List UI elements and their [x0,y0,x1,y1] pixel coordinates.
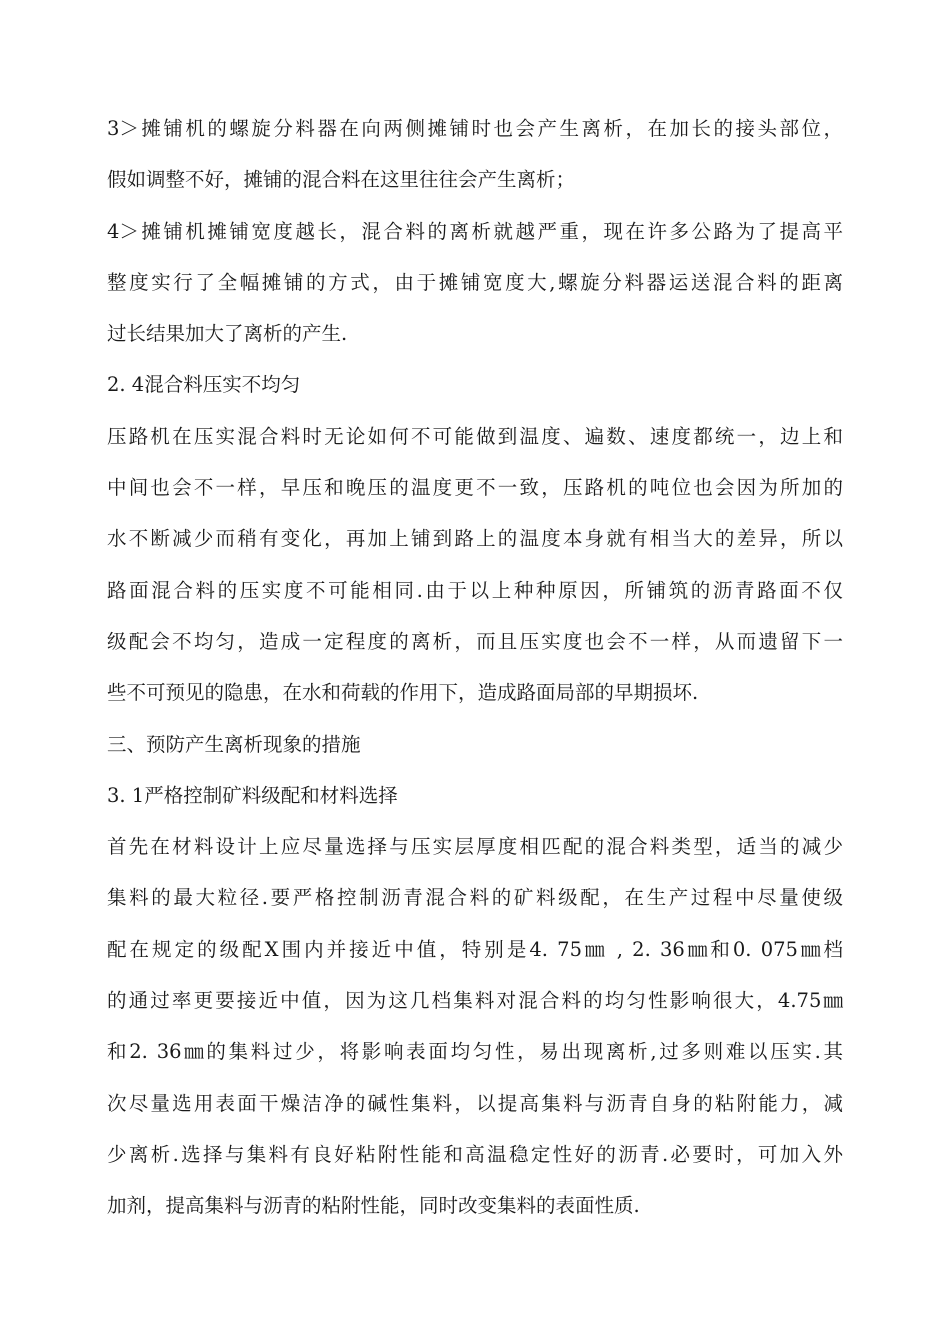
text-line: 2. 4混合料压实不均匀 [107,373,301,397]
text-line: 级配会不均匀，造成一定程度的离析，而且压实度也会不一样，从而遗留下一 [107,629,843,653]
text-line: 集料的最大粒径.要严格控制沥青混合料的矿料级配，在生产过程中尽量使级 [107,886,843,910]
document-body [107,103,843,1232]
text-line: 4＞摊铺机摊铺宽度越长，混合料的离析就越严重，现在许多公路为了提高平 [107,219,843,243]
text-line: 过长结果加大了离析的产生. [107,322,348,346]
text-line: 路面混合料的压实度不可能相同.由于以上种种原因，所铺筑的沥青路面不仅 [107,578,843,602]
text-line: 和2. 36㎜的集料过少，将影响表面均匀性，易出现离析,过多则难以压实.其 [107,1040,843,1064]
text-line: 的通过率更要接近中值，因为这几档集料对混合料的均匀性影响很大，4.75㎜ [107,989,843,1013]
text-line: 首先在材料设计上应尽量选择与压实层厚度相匹配的混合料类型，适当的减少 [107,835,843,859]
text-line: 中间也会不一样，早压和晚压的温度更不一致，压路机的吨位也会因为所加的 [107,476,843,500]
text-line: 次尽量选用表面干燥洁净的碱性集料，以提高集料与沥青自身的粘附能力，减 [107,1091,843,1115]
text-line: 少离析.选择与集料有良好粘附性能和高温稳定性好的沥青.必要时，可加入外 [107,1142,843,1166]
text-line: 压路机在压实混合料时无论如何不可能做到温度、遍数、速度都统一，边上和 [107,424,843,448]
text-line: 3＞摊铺机的螺旋分料器在向两侧摊铺时也会产生离析，在加长的接头部位， [107,117,843,140]
text-line: 水不断减少而稍有变化，再加上铺到路上的温度本身就有相当大的差异，所以 [107,527,843,551]
text-line: 加剂，提高集料与沥青的粘附性能，同时改变集料的表面性质. [107,1194,640,1218]
text-line: 些不可预见的隐患，在水和荷载的作用下，造成路面局部的早期损坏. [107,681,699,705]
text-line: 假如调整不好，摊铺的混合料在这里往往会产生离析； [107,168,576,192]
text-line: 整度实行了全幅摊铺的方式，由于摊铺宽度大,螺旋分料器运送混合料的距离 [107,270,843,294]
text-line: 3. 1严格控制矿料级配和材料选择 [107,783,398,807]
text-line: 三、预防产生离析现象的措施 [107,732,361,756]
text-line: 配在规定的级配X围内并接近中值，特别是4. 75㎜ , 2. 36㎜和0. 075㎜档 [107,937,843,961]
